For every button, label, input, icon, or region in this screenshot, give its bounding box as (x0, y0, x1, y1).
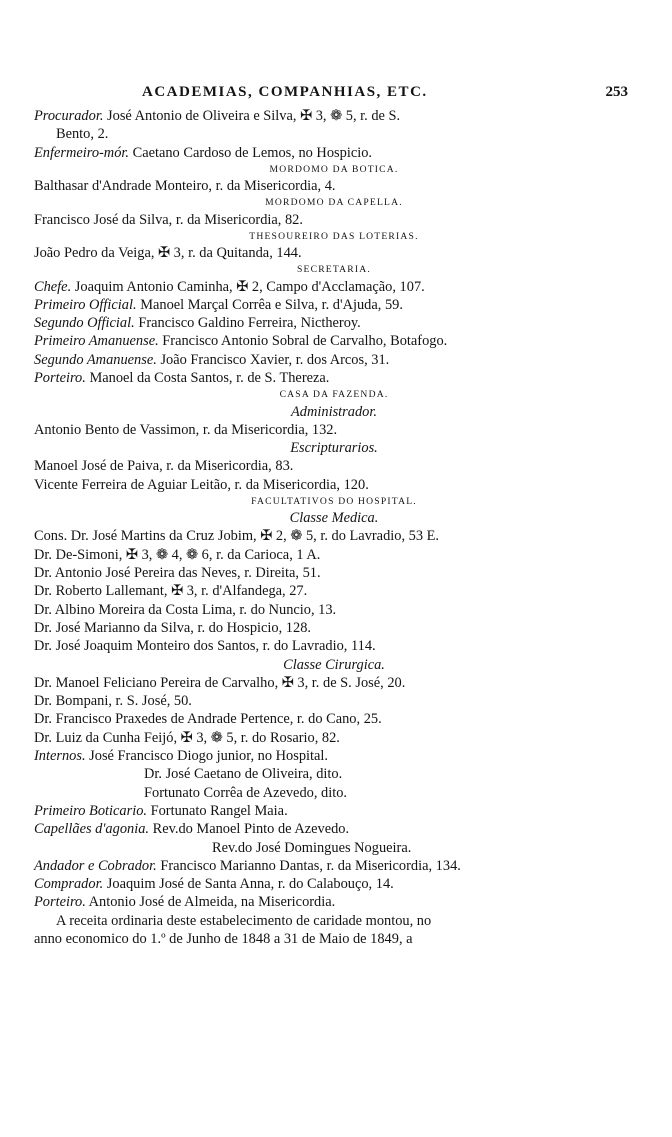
role-label: Andador e Cobrador. (34, 857, 157, 874)
line-text: Cons. Dr. José Martins da Cruz Jobim, ✠ 2, ❁ 5, r. do Lavradio, 53 E. (34, 528, 440, 545)
line-text: FACULTATIVOS DO HOSPITAL. (251, 495, 417, 507)
role-label: Primeiro Amanuense. (34, 333, 159, 350)
line-text: Manoel José de Paiva, r. da Misericordia, 83. (34, 458, 294, 475)
line-text: Dr. Manoel Feliciano Pereira de Carvalho, ✠ 3, r. de S. José, 20. (34, 674, 406, 691)
line-text: João Pedro da Veiga, ✠ 3, r. da Quitanda, 144. (34, 245, 302, 262)
text-line (34, 802, 634, 820)
subsection-heading (34, 656, 634, 674)
text-line (34, 457, 634, 475)
role-label: Procurador. (34, 108, 104, 124)
text-line (34, 527, 634, 545)
text-line (34, 211, 634, 229)
line-text: Classe Cirurgica. (283, 656, 385, 673)
role-label: Segundo Amanuense. (34, 351, 157, 368)
line-text: Dr. De-Simoni, ✠ 3, ❁ 4, ❁ 6, r. da Carioca, 1 A. (34, 546, 321, 563)
line-text: CASA DA FAZENDA. (279, 389, 389, 401)
line-text: Administrador. (291, 403, 377, 420)
line-text: Escripturarios. (290, 440, 378, 457)
line-text: Balthasar d'Andrade Monteiro, r. da Misericordia, 4. (34, 178, 336, 195)
line-text: João Francisco Xavier, r. dos Arcos, 31. (156, 351, 390, 368)
text-line (34, 765, 634, 783)
page-number: 253 (605, 84, 628, 100)
role-label: Capellães d'agonia. (34, 821, 149, 838)
text-line (34, 125, 634, 143)
text-line (34, 893, 634, 911)
line-text: Joaquim José de Santa Anna, r. do Calabouço, 14. (103, 876, 394, 893)
subsection-heading (34, 439, 634, 457)
line-text: Francisco Antonio Sobral de Carvalho, Botafogo. (158, 333, 448, 350)
line-text: SECRETARIA. (297, 264, 371, 276)
line-text: Joaquim Antonio Caminha, ✠ 2, Campo d'Acclamação, 107. (71, 278, 425, 295)
section-heading (34, 162, 634, 177)
line-text: Dr. José Caetano de Oliveira, dito. (144, 766, 343, 783)
text-line (34, 582, 634, 600)
line-text: Dr. José Joaquim Monteiro dos Santos, r. do Lavradio, 114. (34, 638, 376, 655)
line-text: Vicente Ferreira de Aguiar Leitão, r. da Misericordia, 120. (34, 476, 369, 493)
line-text: Antonio Bento de Vassimon, r. da Misericordia, 132. (34, 421, 338, 438)
role-label: Porteiro. (34, 894, 86, 911)
section-heading (34, 387, 634, 402)
text-line (34, 601, 634, 619)
line-text: José Francisco Diogo junior, no Hospital. (85, 748, 329, 765)
text-line (34, 244, 634, 262)
line-text: Dr. Bompani, r. S. José, 50. (34, 693, 192, 710)
role-label: Enfermeiro-mór. (34, 144, 129, 161)
text-line (34, 710, 634, 728)
text-line (34, 421, 634, 439)
text-line (34, 912, 634, 930)
role-label: Chefe. (34, 278, 72, 295)
text-line (34, 177, 634, 195)
section-heading (34, 195, 634, 210)
line-text: MORDOMO DA CAPELLA. (265, 197, 403, 209)
text-line (34, 351, 634, 369)
text-line (34, 332, 634, 350)
text-line (34, 692, 634, 710)
section-heading (34, 494, 634, 509)
text-line (34, 314, 634, 332)
text-line (34, 637, 634, 655)
role-label: Porteiro. (34, 370, 86, 387)
line-text: Classe Medica. (289, 510, 379, 527)
section-heading (34, 229, 634, 244)
line-text: Antonio José de Almeida, na Misericordia. (85, 894, 336, 911)
text-line (34, 839, 634, 857)
document-body (34, 107, 634, 948)
running-head (0, 84, 672, 108)
line-text: Fortunato Corrêa de Azevedo, dito. (144, 784, 348, 801)
line-text: Manoel da Costa Santos, r. de S. Thereza. (85, 370, 330, 387)
line-text: Bento, 2. (56, 126, 109, 143)
line-text: Rev.do José Domingues Nogueira. (212, 839, 412, 856)
text-line (34, 564, 634, 582)
text-line (34, 930, 634, 948)
section-heading (34, 262, 634, 277)
text-line (34, 144, 634, 162)
line-text: THESOUREIRO DAS LOTERIAS. (249, 230, 419, 242)
role-label: Internos. (34, 748, 86, 765)
text-line (34, 875, 634, 893)
text-line (34, 476, 634, 494)
role-label: Segundo Official. (34, 315, 135, 332)
line-text: Dr. Roberto Lallemant, ✠ 3, r. d'Alfandega, 27. (34, 583, 308, 600)
text-line (34, 784, 634, 802)
role-label: Primeiro Boticario. (34, 802, 147, 819)
running-head-title: ACADEMIAS, COMPANHIAS, ETC. (142, 84, 428, 100)
text-line (34, 674, 634, 692)
text-line (34, 296, 634, 314)
text-line (34, 820, 634, 838)
line-text: Dr. Antonio José Pereira das Neves, r. Direita, 51. (34, 565, 321, 582)
line-text: MORDOMO DA BOTICA. (269, 163, 399, 175)
line-text: Francisco Marianno Dantas, r. da Misericordia, 134. (156, 857, 461, 874)
line-text: A receita ordinaria deste estabelecimento de caridade montou, no (56, 912, 432, 929)
line-text: Francisco Galdino Ferreira, Nictheroy. (134, 315, 361, 332)
subsection-heading (34, 509, 634, 527)
line-text: Caetano Cardoso de Lemos, no Hospicio. (129, 144, 372, 161)
line-text: Manoel Marçal Corrêa e Silva, r. d'Ajuda, 59. (136, 296, 403, 313)
text-line (34, 747, 634, 765)
text-line (34, 278, 634, 296)
line-text: Francisco José da Silva, r. da Misericordia, 82. (34, 211, 303, 228)
text-line (34, 857, 634, 875)
text-line (34, 369, 634, 387)
line-text: Fortunato Rangel Maia. (146, 802, 288, 819)
line-text: Dr. José Marianno da Silva, r. do Hospicio, 128. (34, 619, 311, 636)
line-text: anno economico do 1.º de Junho de 1848 a 31 de Maio de 1849, a (34, 931, 413, 947)
role-label: Primeiro Official. (34, 296, 137, 313)
text-line (34, 107, 634, 125)
line-text: Dr. Francisco Praxedes de Andrade Pertence, r. do Cano, 25. (34, 711, 382, 728)
line-text: José Antonio de Oliveira e Silva, ✠ 3, ❁ 5, r. de S. (103, 108, 401, 124)
role-label: Comprador. (34, 876, 104, 893)
subsection-heading (34, 403, 634, 421)
line-text: Rev.do Manoel Pinto de Azevedo. (149, 821, 350, 838)
text-line (34, 729, 634, 747)
text-line (34, 546, 634, 564)
line-text: Dr. Luiz da Cunha Feijó, ✠ 3, ❁ 5, r. do Rosario, 82. (34, 729, 340, 746)
text-line (34, 619, 634, 637)
line-text: Dr. Albino Moreira da Costa Lima, r. do Nuncio, 13. (34, 601, 337, 618)
